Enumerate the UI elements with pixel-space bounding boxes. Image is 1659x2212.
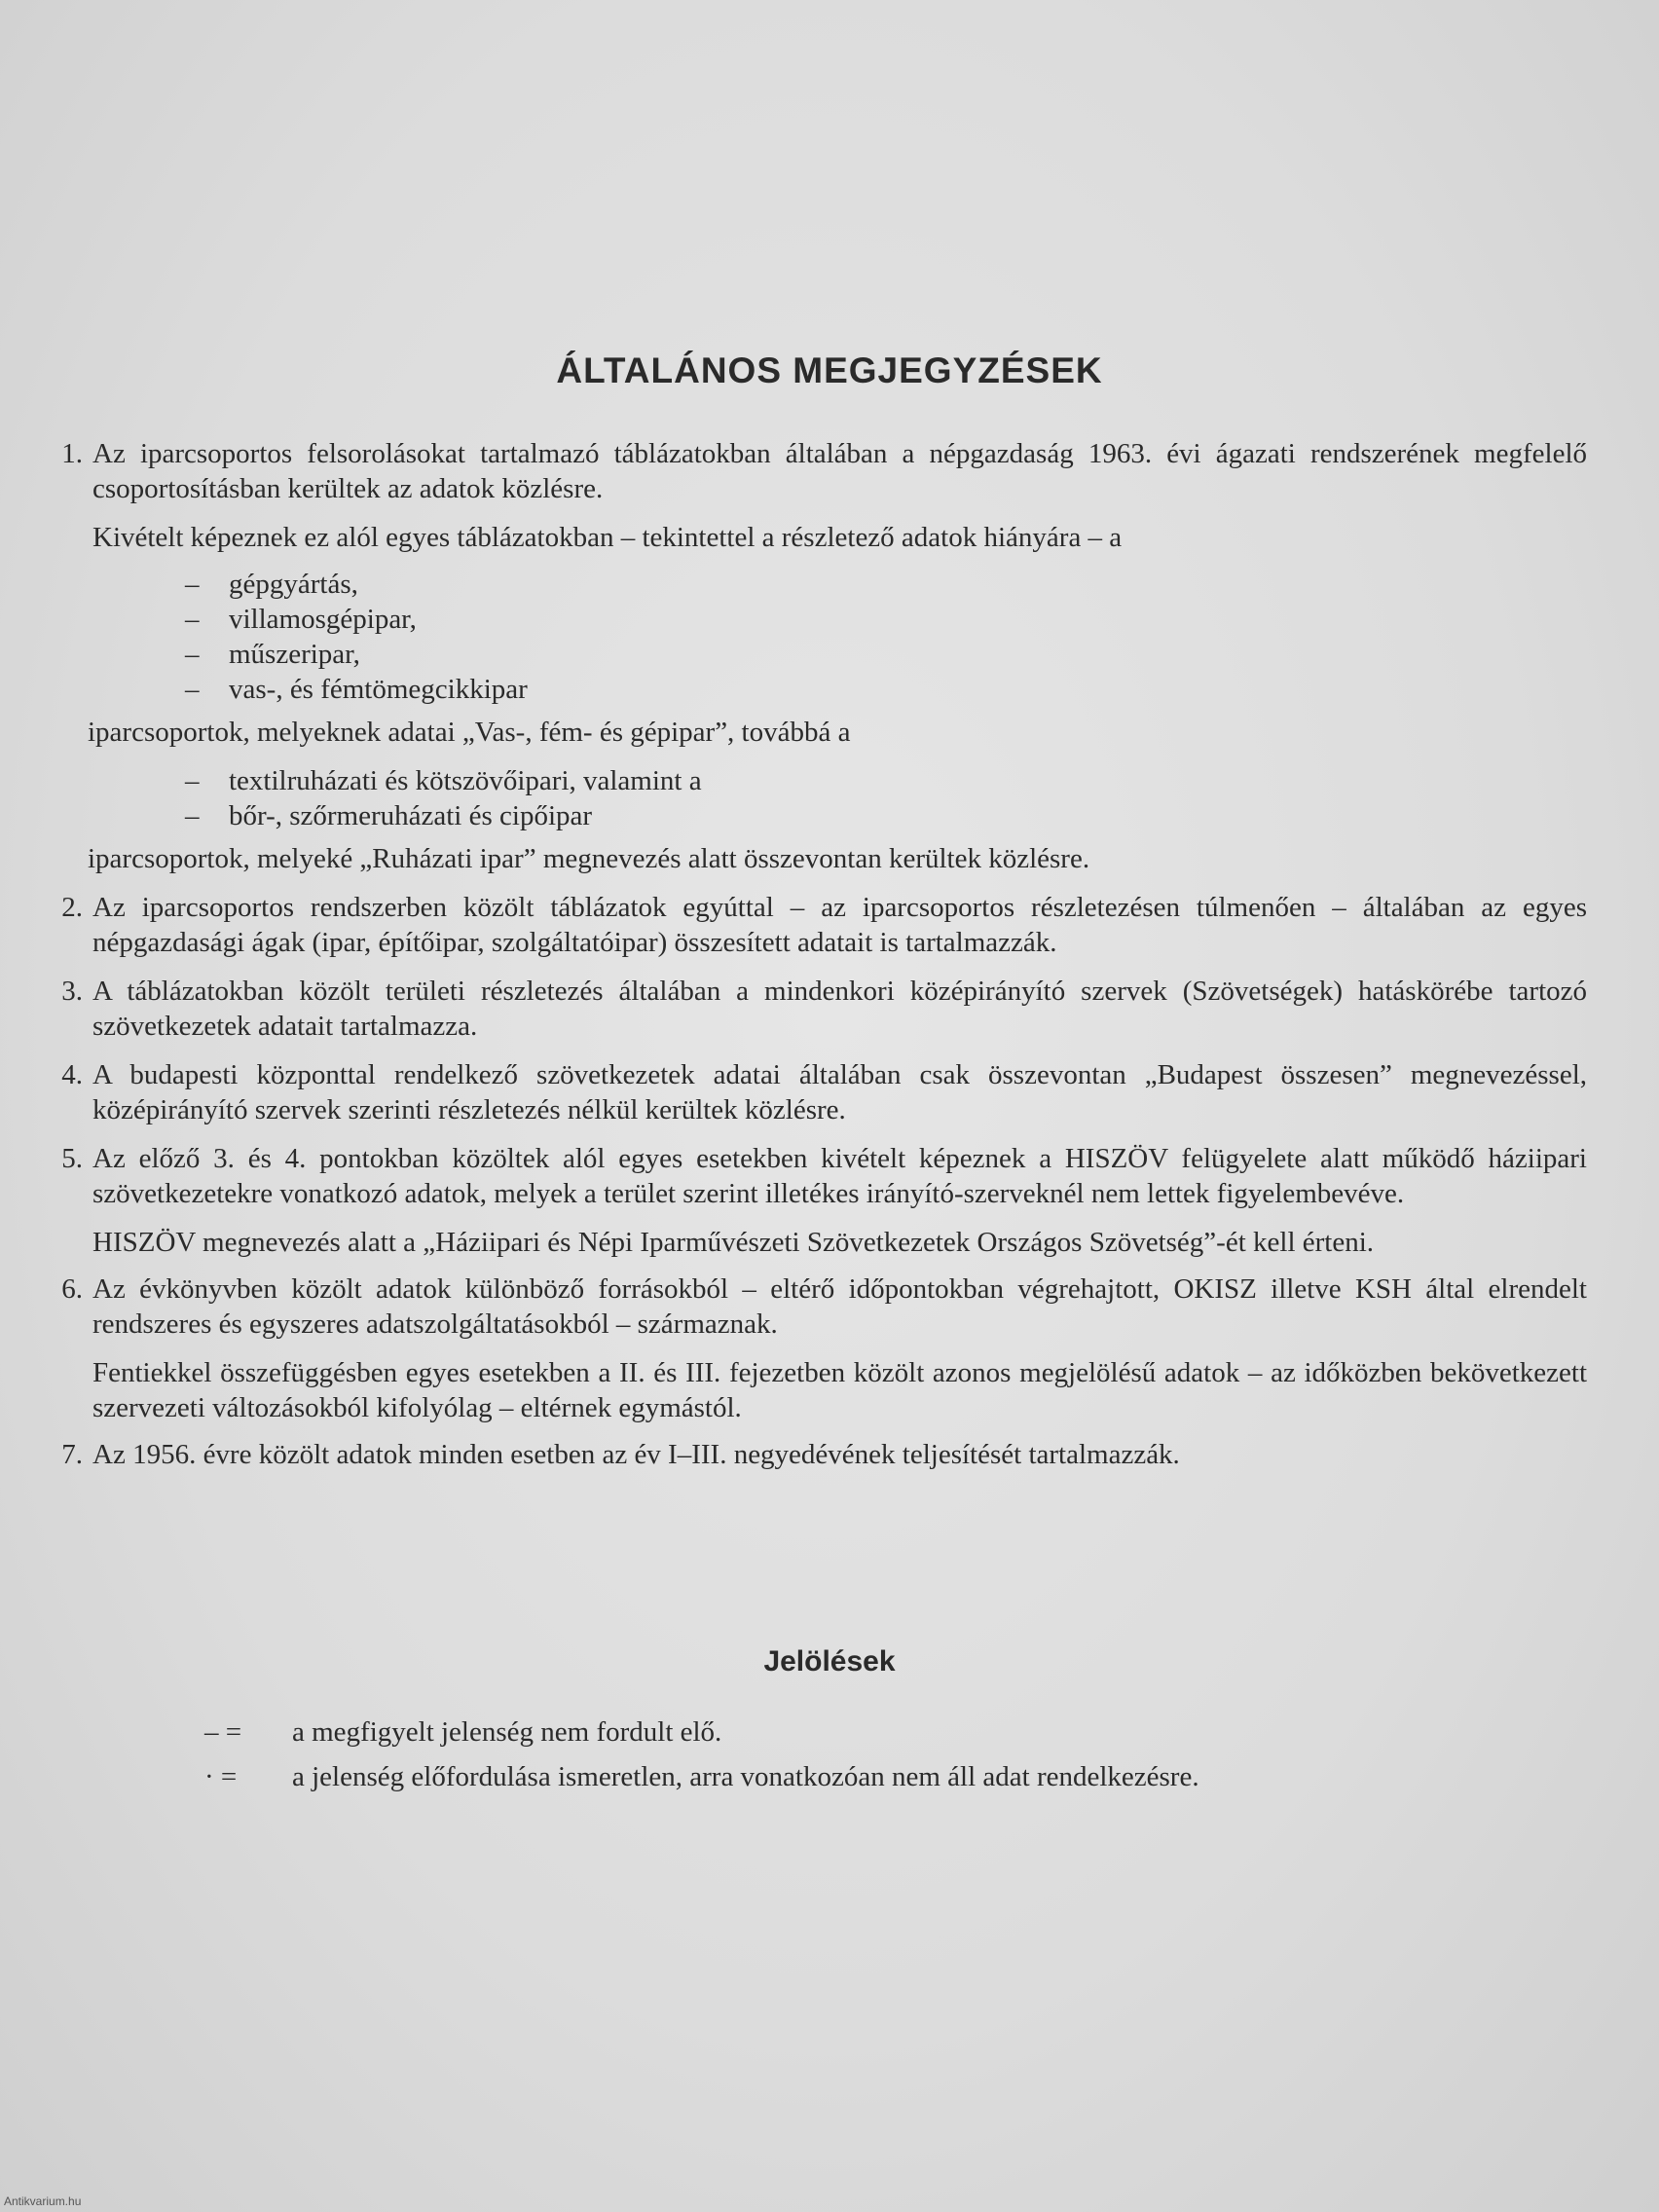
- note-item: 3. A táblázatokban közölt területi részletezés általában a mindenkori középirányító szervek (Szövetségek) hatáskörébe tartozó szövetkezetek adatait tartalmazza.: [61, 976, 1587, 1042]
- note-subparagraph: Fentiekkel összefüggésben egyes esetekben a II. és III. fejezetben közölt azonos megjelölésű adatok – az időközben bekövetkezett szervezeti változásokból kifolyólag – eltérnek egymástól.: [92, 1357, 1587, 1423]
- list-item: – bőr-, szőrmeruházati és cipőipar: [185, 800, 593, 831]
- note-item: 7. Az 1956. évre közölt adatok minden esetben az év I–III. negyedévének teljesítését tartalmazzák.: [61, 1439, 1180, 1470]
- section-title: Jelölések: [763, 1645, 896, 1677]
- legend-row: [204, 1754, 1199, 1799]
- note-number: 1.: [61, 438, 83, 469]
- list-item: – gépgyártás,: [185, 569, 358, 600]
- legend: [204, 1710, 1199, 1799]
- legend-text: a jelenség előfordulása ismeretlen, arra vonatkozóan nem áll adat rendelkezésre.: [292, 1761, 1199, 1792]
- watermark: Antikvarium.hu: [4, 2194, 82, 2208]
- legend-row: [204, 1710, 1199, 1754]
- legend-symbol: – =: [204, 1716, 242, 1748]
- note-item: 6. Az évkönyvben közölt adatok különböző forrásokból – eltérő időpontokban végrehajtott, OKISZ illetve KSH által elrendelt rendszeres és egyszeres adatszolgáltatásokból – származnak.: [61, 1273, 1587, 1340]
- note-item: 2. Az iparcsoportos rendszerben közölt táblázatok egyúttal – az iparcsoportos részletezésen túlmenően – általában az egyes népgazdasági ágak (ipar, építőipar, szolgáltatóipar) összesített adatait is tartalmazzák.: [61, 892, 1587, 958]
- list-b: [39, 763, 1587, 833]
- notes-body: [39, 436, 1587, 1486]
- list-item: – villamosgépipar,: [185, 604, 417, 635]
- legend-text: a megfigyelt jelenség nem fordult elő.: [292, 1716, 722, 1748]
- list-item: – vas-, és fémtömegcikkipar: [185, 674, 528, 705]
- list-a-tail: iparcsoportok, melyeknek adatai „Vas-, fém- és gépipar”, továbbá a: [88, 717, 851, 748]
- note-subparagraph: HISZÖV megnevezés alatt a „Háziipari és Népi Iparművészeti Szövetkezetek Országos Szövetség”-ét kell érteni.: [92, 1227, 1375, 1258]
- legend-symbol: · =: [204, 1761, 238, 1792]
- list-b-tail: iparcsoportok, melyeké „Ruházati ipar” megnevezés alatt összevontan kerültek közlésre.: [88, 843, 1090, 874]
- list-a: [39, 567, 1587, 707]
- note-item: [39, 436, 1587, 506]
- note-exception: Kivételt képeznek ez alól egyes táblázatokban – tekintettel a részletező adatok hiányára – a: [92, 522, 1123, 553]
- note-item: 4. A budapesti központtal rendelkező szövetkezetek adatai általában csak összevontan „Budapest összesen” megnevezéssel, középirányító szervek szerinti részletezés nélkül kerültek közlésre.: [61, 1059, 1587, 1125]
- note-item: 5. Az előző 3. és 4. pontokban közöltek alól egyes esetekben kivételt képeznek a HISZÖV felügyelete alatt működő háziipari szövetkezetekre vonatkozó adatok, melyek a terület szerint illetékes irányító-szerveknél nem lettek figyelembevéve.: [61, 1143, 1587, 1209]
- note-text: Az iparcsoportos felsorolásokat tartalmazó táblázatokban általában a népgazdaság 1963. évi ágazati rendszerének megfelelő csoportosításban kerültek az adatok közlésre.: [92, 438, 1587, 504]
- page-title: ÁLTALÁNOS MEGJEGYZÉSEK: [556, 350, 1103, 390]
- list-item: – textilruházati és kötszövőipari, valamint a: [185, 765, 702, 796]
- list-item: – műszeripar,: [185, 639, 360, 670]
